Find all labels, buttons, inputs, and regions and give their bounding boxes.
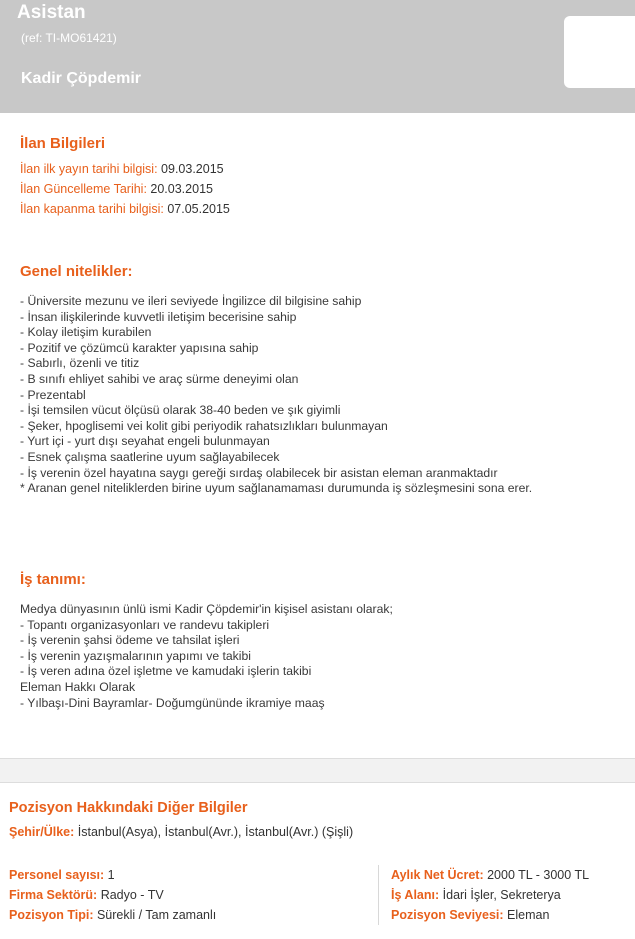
employer-name: Kadir Çöpdemir: [21, 70, 142, 87]
sector-value: Radyo - TV: [97, 888, 164, 902]
sector-row: [9, 888, 164, 902]
list-item: - Yılbaşı-Dini Bayramlar- Doğumgününde ikramiye maaş: [20, 695, 325, 710]
list-item: - İnsan ilişkilerinde kuvvetli iletişim becerisine sahip: [20, 309, 297, 324]
job-title: Asistan: [17, 2, 86, 23]
ilan-bilgileri-heading: İlan Bilgileri: [20, 135, 106, 152]
list-item: - Prezentabl: [20, 387, 86, 402]
update-date-label: İlan Güncelleme Tarihi:: [20, 182, 147, 196]
job-reference: (ref: TI-MO61421): [21, 31, 117, 45]
publish-date-row: [20, 162, 224, 176]
salary-value: 2000 TL - 3000 TL: [483, 868, 590, 882]
work-area-value: İdari İşler, Sekreterya: [439, 888, 561, 902]
genel-nitelikler-list: [20, 294, 532, 497]
city-row: [9, 825, 353, 839]
list-item: - İş verenin özel hayatına saygı gereği sırdaş olabilecek bir asistan eleman aranmaktadır: [20, 465, 498, 480]
work-area-row: [391, 888, 561, 902]
city-value: İstanbul(Asya), İstanbul(Avr.), İstanbul(Avr.) (Şişli): [74, 825, 354, 839]
position-level-row: [391, 908, 549, 922]
list-item: - Şeker, hpoglisemi vei kolit gibi periyodik rahatsızlıkları bulunmayan: [20, 418, 388, 433]
list-item: - Esnek çalışma saatlerine uyum sağlayabilecek: [20, 449, 280, 464]
list-item: - Sabırlı, özenli ve titiz: [20, 356, 140, 371]
genel-nitelikler-heading: Genel nitelikler:: [20, 263, 133, 280]
list-item: - Yurt içi - yurt dışı seyahat engeli bulunmayan: [20, 434, 270, 449]
column-divider: [378, 865, 379, 925]
salary-row: [391, 868, 589, 882]
update-date-row: [20, 182, 213, 196]
publish-date-label: İlan ilk yayın tarihi bilgisi:: [20, 162, 158, 176]
list-item: Eleman Hakkı Olarak: [20, 679, 136, 694]
position-info-panel: [0, 782, 635, 939]
close-date-row: [20, 202, 230, 216]
close-date-label: İlan kapanma tarihi bilgisi:: [20, 202, 164, 216]
list-item: - Üniversite mezunu ve ileri seviyede İngilizce dil bilgisine sahip: [20, 294, 362, 308]
staff-count-value: 1: [104, 868, 115, 882]
list-item: - Pozitif ve çözümcü karakter yapısına sahip: [20, 340, 259, 355]
list-item: - B sınıfı ehliyet sahibi ve araç sürme deneyimi olan: [20, 371, 299, 386]
close-date-value: 07.05.2015: [167, 202, 230, 216]
position-info-heading: Pozisyon Hakkındaki Diğer Bilgiler: [9, 800, 248, 816]
list-item: - İşi temsilen vücut ölçüsü olarak 38-40 beden ve şık giyimli: [20, 403, 341, 418]
sector-label: Firma Sektörü:: [9, 888, 98, 902]
list-item: - Kolay iletişim kurabilen: [20, 325, 152, 340]
is-tanimi-list: [20, 602, 393, 711]
company-logo-placeholder: [564, 16, 635, 88]
position-level-value: Eleman: [503, 908, 550, 922]
update-date-value: 20.03.2015: [150, 182, 213, 196]
job-details: [0, 113, 635, 759]
publish-date-value: 09.03.2015: [161, 162, 224, 176]
city-label: Şehir/Ülke:: [9, 825, 75, 839]
is-tanimi-heading: İş tanımı:: [20, 571, 86, 588]
list-item: Medya dünyasının ünlü ismi Kadir Çöpdemir'in kişisel asistanı olarak;: [20, 602, 393, 616]
staff-count-row: [9, 868, 115, 882]
list-item: - İş verenin şahsi ödeme ve tahsilat işleri: [20, 633, 240, 648]
salary-label: Aylık Net Ücret:: [391, 868, 484, 882]
list-item: - Topantı organizasyonları ve randevu takipleri: [20, 617, 270, 632]
position-type-value: Sürekli / Tam zamanlı: [93, 908, 217, 922]
list-item: - İş veren adına özel işletme ve kamudaki işlerin takibi: [20, 664, 312, 679]
work-area-label: İş Alanı:: [391, 888, 440, 902]
position-type-label: Pozisyon Tipi:: [9, 908, 94, 922]
position-type-row: [9, 908, 216, 922]
staff-count-label: Personel sayısı:: [9, 868, 105, 882]
position-level-label: Pozisyon Seviyesi:: [391, 908, 504, 922]
job-header: [0, 0, 635, 113]
list-item: * Aranan genel niteliklerden birine uyum sağlanamaması durumunda iş sözleşmesini sona erer.: [20, 481, 533, 496]
list-item: - İş verenin yazışmalarının yapımı ve takibi: [20, 648, 251, 663]
